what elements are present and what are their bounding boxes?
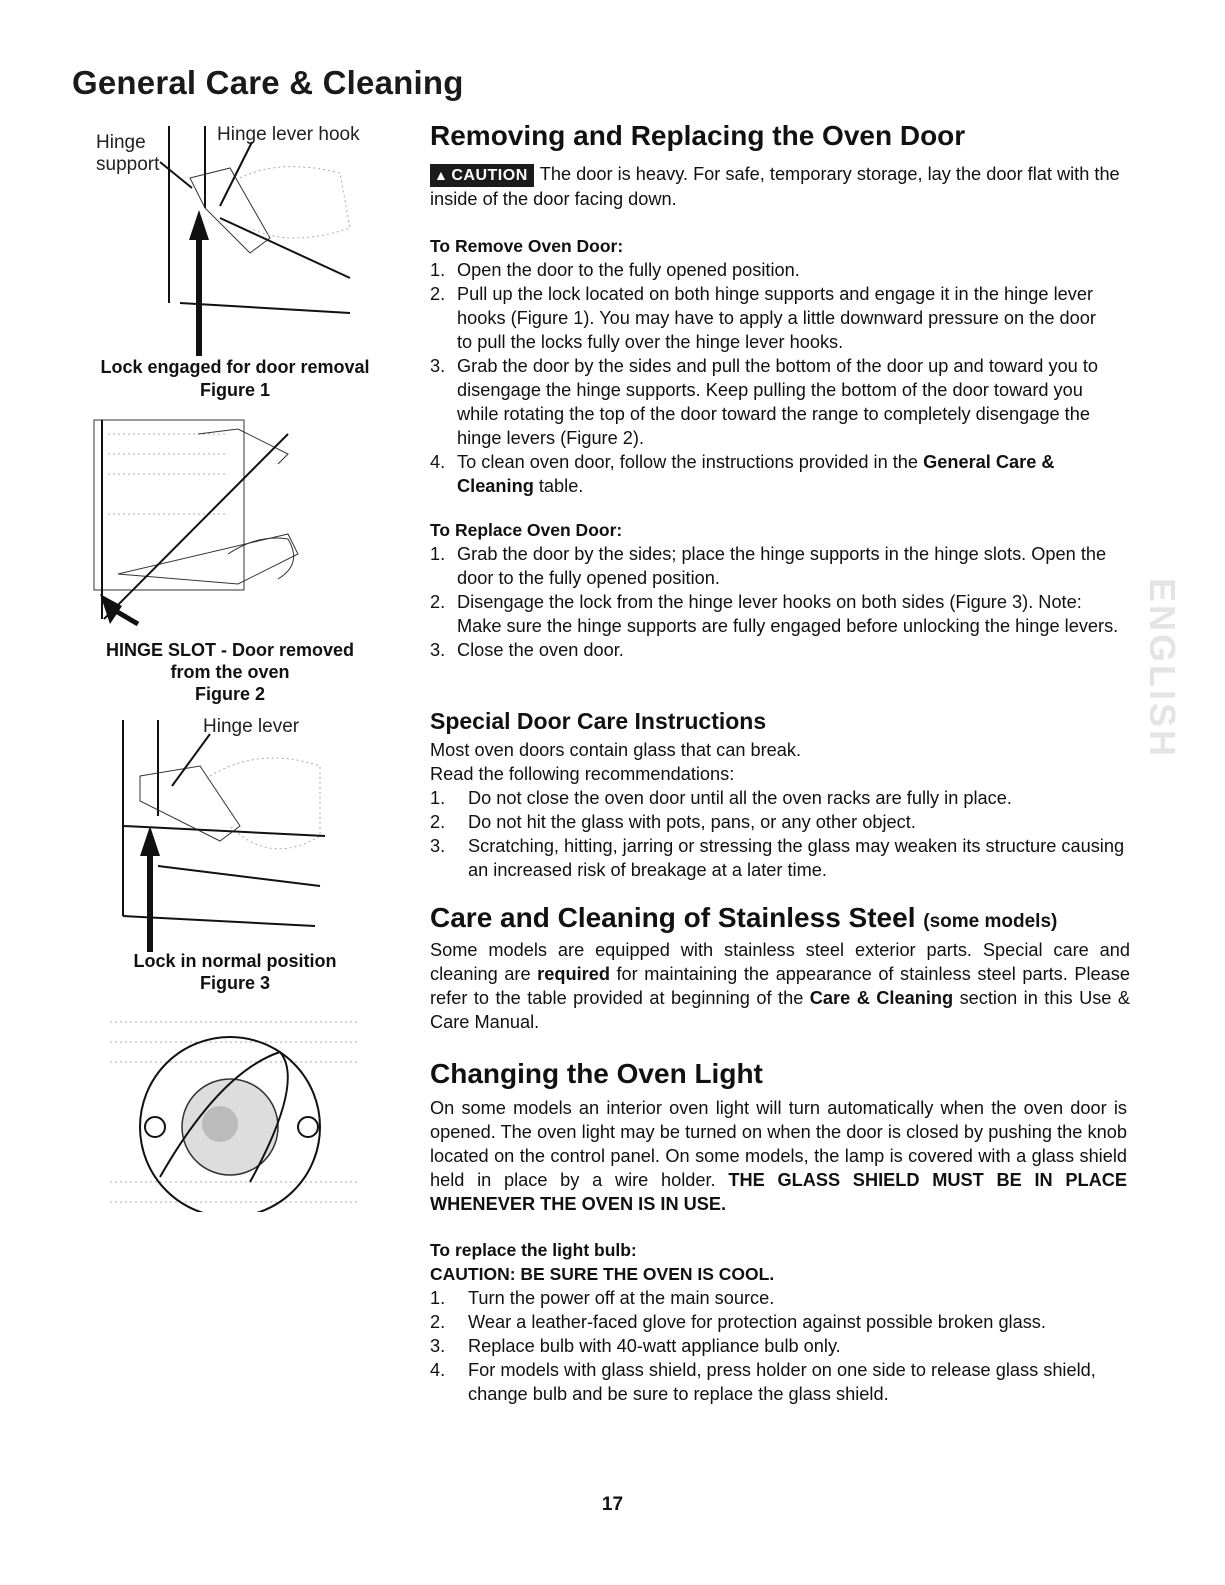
step-text: Do not close the oven door until all the oven racks are fully in place. [468, 788, 1012, 808]
step-text: Open the door to the fully opened position. [457, 260, 800, 280]
paragraph-bold: Care & Cleaning [809, 988, 954, 1008]
intro-line: Read the following recommendations: [430, 764, 735, 784]
page-number: 17 [601, 1494, 624, 1515]
step-text: table. [533, 476, 584, 496]
step-text: Turn the power off at the main source. [468, 1288, 775, 1308]
figure-1 [80, 118, 400, 377]
list-item [430, 810, 1130, 834]
stainless-heading-text: Care and Cleaning of Stainless Steel [430, 902, 916, 933]
step-text: Pull up the lock located on both hinge supports and engage it in the hinge lever hooks (Figure 1). You may have to apply a little downward pressure on the door to pull the locks fully over the hinge lever hooks. [457, 284, 1096, 352]
caution-badge-label: CAUTION [451, 167, 528, 184]
paragraph-bold: THE GLASS SHIELD MUST BE IN PLACE WHENEVER THE OVEN IS IN USE. [430, 1170, 1127, 1214]
door-heading: Removing and Replacing the Oven Door [430, 120, 966, 151]
figure-2-caption [70, 639, 390, 705]
label-line: Hinge [96, 132, 146, 153]
paragraph-text: section in this Use & Care Manual. [430, 988, 1131, 1032]
step-number: 1. [430, 1288, 446, 1308]
special-care-steps [430, 786, 1130, 882]
light-bulb-steps [430, 1286, 1130, 1406]
paragraph-text: Some models are equipped with stainless steel exterior parts. Special care and cleaning are [430, 940, 1130, 984]
light-bulb-subheading [430, 1238, 774, 1286]
replace-door-steps [430, 542, 1130, 662]
stainless-paragraph [430, 938, 1130, 1034]
caption-line: from the oven [170, 662, 290, 682]
paragraph-text: On some models an interior oven light will turn automatically when the oven door is opened. The oven light may be turned on when the door is closed by pushing the knob located on the control panel. On some models, the lamp is covered with a glass shield held in place by a wire holder. [430, 1098, 1127, 1190]
list-item [430, 638, 1130, 662]
list-item [430, 1286, 1130, 1310]
special-care-intro [430, 738, 1130, 786]
subheading-line: To replace the light bulb: [430, 1240, 637, 1260]
oven-light-illustration [100, 1012, 370, 1212]
list-item [430, 258, 1110, 282]
paragraph-bold: required [537, 964, 610, 984]
replace-door-heading: To Replace Oven Door: [430, 520, 623, 540]
step-number: 1. [430, 544, 446, 564]
figure-2-illustration [88, 414, 318, 639]
step-text: Disengage the lock from the hinge lever hooks on both sides (Figure 3). Note: Make sure the hinge supports are fully engaged before unlocking the hinge levers. [457, 592, 1119, 636]
caption-line: HINGE SLOT - Door removed [105, 640, 355, 660]
figure-1-caption [75, 356, 395, 378]
intro-line: Most oven doors contain glass that can break. [430, 740, 802, 760]
caution-text: The door is heavy. For safe, temporary storage, lay the door flat with the inside of the door facing down. [430, 164, 1120, 209]
step-text: Do not hit the glass with pots, pans, or any other object. [468, 812, 916, 832]
step-text: Wear a leather-faced glove for protection against possible broken glass. [468, 1312, 1046, 1332]
language-side-tab [1142, 578, 1185, 760]
step-number: 2. [430, 284, 446, 304]
caption-line: Lock engaged for door removal [100, 357, 370, 377]
stainless-heading [430, 902, 1057, 934]
list-item [430, 282, 1110, 354]
step-number: 3. [430, 640, 446, 660]
list-item [430, 542, 1130, 590]
caption-line: Lock in normal position [133, 951, 337, 971]
figure-3-hinge-lever-label: Hinge lever [203, 716, 300, 737]
oven-light-heading: Changing the Oven Light [430, 1058, 763, 1089]
step-text: To clean oven door, follow the instructions provided in the [457, 452, 924, 472]
step-number: 2. [430, 592, 446, 612]
step-number: 3. [430, 836, 446, 856]
step-number: 4. [430, 452, 446, 472]
step-number: 1. [430, 788, 446, 808]
figure-3-illustration [110, 716, 340, 956]
step-text: Close the oven door. [457, 640, 624, 660]
special-care-heading: Special Door Care Instructions [430, 708, 767, 734]
warning-triangle-icon: ▲ [434, 167, 449, 183]
step-text: Scratching, hitting, jarring or stressing the glass may weaken its structure causing an increased risk of breakage at a later time. [468, 836, 1125, 880]
subheading-line: CAUTION: BE SURE THE OVEN IS COOL. [430, 1264, 775, 1284]
figure-1-hook-label: Hinge lever hook [217, 124, 360, 145]
list-item [430, 590, 1130, 638]
door-caution [430, 162, 1130, 211]
caption-line: Figure 2 [194, 684, 265, 704]
step-text: Grab the door by the sides and pull the bottom of the door up and toward you to disengage the hinge supports. Keep pulling the bottom of the door toward you while rotating the top of the door toward the range to completely disengage the hinge levers (Figure 2). [457, 356, 1099, 448]
step-number: 3. [430, 1336, 446, 1356]
caption-line: Figure 3 [199, 973, 270, 993]
step-number: 3. [430, 356, 446, 376]
figure-3-caption [75, 950, 395, 994]
figure-1-illustration [80, 118, 400, 368]
step-text: For models with glass shield, press holder on one side to release glass shield, change bulb and be sure to replace the glass shield. [468, 1360, 1096, 1404]
caution-badge [430, 164, 534, 187]
list-item [430, 1334, 1130, 1358]
step-text-bold: General Care & Cleaning [457, 452, 1055, 496]
step-text: Grab the door by the sides; place the hinge supports in the hinge slots. Open the door to the fully opened position. [457, 544, 1107, 588]
remove-door-steps [430, 258, 1110, 498]
list-item [430, 1358, 1130, 1406]
paragraph-text: for maintaining the appearance of stainless steel parts. Please refer to the table provided at beginning of the [430, 964, 1130, 1008]
step-number: 2. [430, 1312, 446, 1332]
list-item [430, 834, 1130, 882]
list-item [430, 450, 1110, 498]
list-item [430, 786, 1130, 810]
list-item [430, 1310, 1130, 1334]
step-number: 2. [430, 812, 446, 832]
page-title: General Care & Cleaning [72, 64, 464, 101]
language-side-tab-label: ENGLISH [1142, 578, 1183, 760]
list-item [430, 354, 1110, 450]
label-line: support [96, 154, 160, 175]
figure-1-number: Figure 1 [199, 380, 270, 400]
stainless-heading-suffix: (some models) [923, 911, 1058, 932]
oven-light-paragraph [430, 1096, 1127, 1216]
step-number: 4. [430, 1360, 446, 1380]
step-text: Replace bulb with 40-watt appliance bulb only. [468, 1336, 841, 1356]
remove-door-heading: To Remove Oven Door: [430, 236, 624, 256]
step-number: 1. [430, 260, 446, 280]
